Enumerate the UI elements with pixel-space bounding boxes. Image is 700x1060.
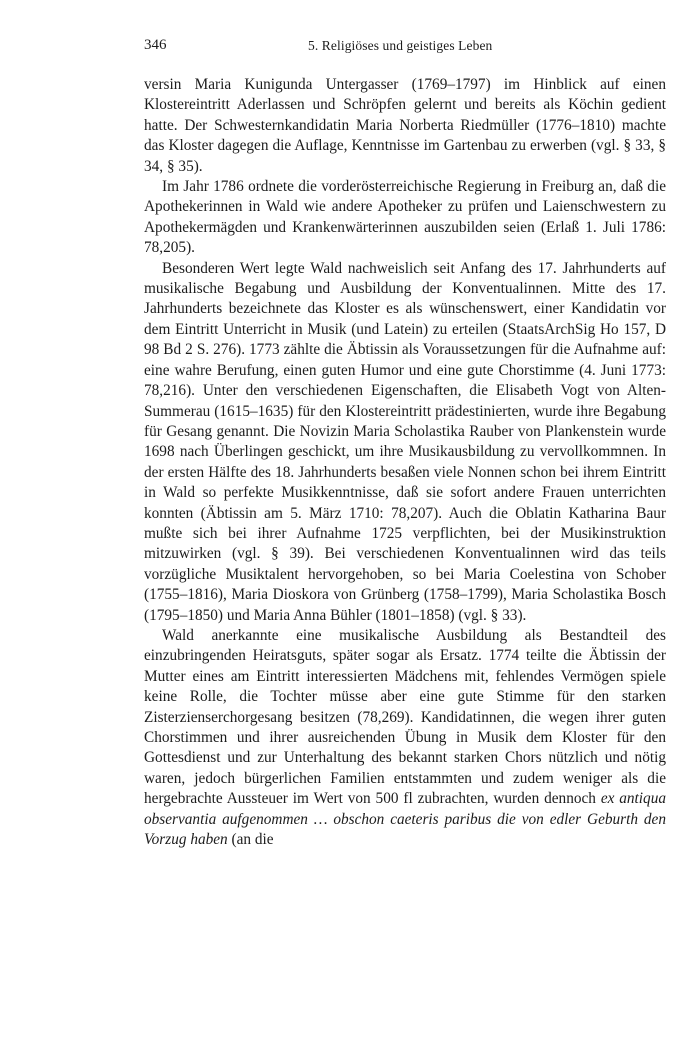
page-number: 346 <box>144 37 167 53</box>
page-header <box>144 37 666 57</box>
paragraph-text: Wald anerkannte eine musikalische Ausbildung als Bestandteil des einzubringenden Heiratsguts, später sogar als Ersatz. 1774 teilte die Äbtissin der Mutter eines am Eintritt interessierten Mädchens mit, fehlendes Vermögen spiele keine Rolle, die Tochter müsse aber eine gute Stimme für den starken Zisterzienserchorgesang besitzen (78,269). Kandidatinnen, die wegen ihrer guten Chorstimmen und ihrer ausreichenden Übung in Musik dem Kloster für den Gottesdienst und zur Unterhaltung des bekannt starken Chors nützlich und nötig waren, jedoch bürgerlichen Familien entstammten und zudem weniger als die hergebrachte Aussteuer im Wert von 500 fl zubrachten, wurden dennoch <box>144 626 666 808</box>
paragraph-text: (an die <box>227 831 274 849</box>
paragraph-3 <box>144 259 666 626</box>
paragraph-4 <box>144 626 666 850</box>
paragraph-2 <box>144 177 666 259</box>
paragraph-text: versin Maria Kunigunda Untergasser (1769–1797) im Hinblick auf einen Klostereintritt Aderlassen und Schröpfen gelernt und bereits als Köchin gedient hatte. Der Schwesternkandidatin Maria Norberta Riedmüller (1776–1810) machte das Kloster dagegen die Auflage, Kenntnisse im Gartenbau zu erwerben (vgl. § 33, § 34, § 35). <box>144 76 666 175</box>
paragraph-1 <box>144 75 666 177</box>
paragraph-text: Im Jahr 1786 ordnete die vorderösterreichische Regierung in Freiburg an, daß die Apothekerinnen in Wald wie andere Apotheker zu prüfen und Laienschwestern zu Apothekermägden und Krankenwärterinnen auszubilden seien (Erlaß 1. Juli 1786: 78,205). <box>144 178 666 257</box>
running-head: 5. Religiöses und geistiges Leben <box>308 38 493 53</box>
body-text <box>144 75 666 850</box>
italic-quotation: ex antiqua observantia aufgenommen … obschon caeteris paribus die von edler Geburth den Vorzug haben <box>144 790 667 849</box>
paragraph-text: Besonderen Wert legte Wald nachweislich seit Anfang des 17. Jahrhunderts auf musikalische Begabung und Ausbildung der Konventualinnen. Mitte des 17. Jahrhunderts bezeichnete das Kloster es als wünschenswert, einer Kandidatin vor dem Eintritt Unterricht in Musik (und Latein) zu erteilen (StaatsArchSig Ho 157, D 98 Bd 2 S. 276). 1773 zählte die Äbtissin als Voraussetzungen für die Aufnahme auf: eine wahre Berufung, einen guten Humor und eine gute Chorstimme (4. Juni 1773: 78,216). Unter den verschiedenen Eigenschaften, die Elisabeth Vogt von Alten-Summerau (1615–1635) für den Klostereintritt prädestinierten, wurde ihre Begabung für Gesang genannt. Die Novizin Maria Scholastika Rauber von Plankenstein wurde 1698 nach Überlingen geschickt, um ihre Musikausbildung zu vervollkommnen. In der ersten Hälfte des 18. Jahrhunderts besaßen viele Nonnen schon bei ihrem Eintritt in Wald so perfekte Musikkenntnisse, daß sie sofort andere Frauen unterrichten konnten (Äbtissin am 5. März 1710: 78,207). Auch die Oblatin Katharina Baur mußte sich bei ihrer Aufnahme 1725 verpflichten, bei der Musikinstruktion mitzuwirken (vgl. § 39). Bei verschiedenen Konventualinnen wird das teils vorzügliche Musiktalent hervorgehoben, so bei Maria Coelestina von Schober (1755–1816), Maria Dioskora von Grünberg (1758–1799), Maria Scholastika Bosch (1795–1850) und Maria Anna Bühler (1801–1858) (vgl. § 33). <box>144 259 666 624</box>
